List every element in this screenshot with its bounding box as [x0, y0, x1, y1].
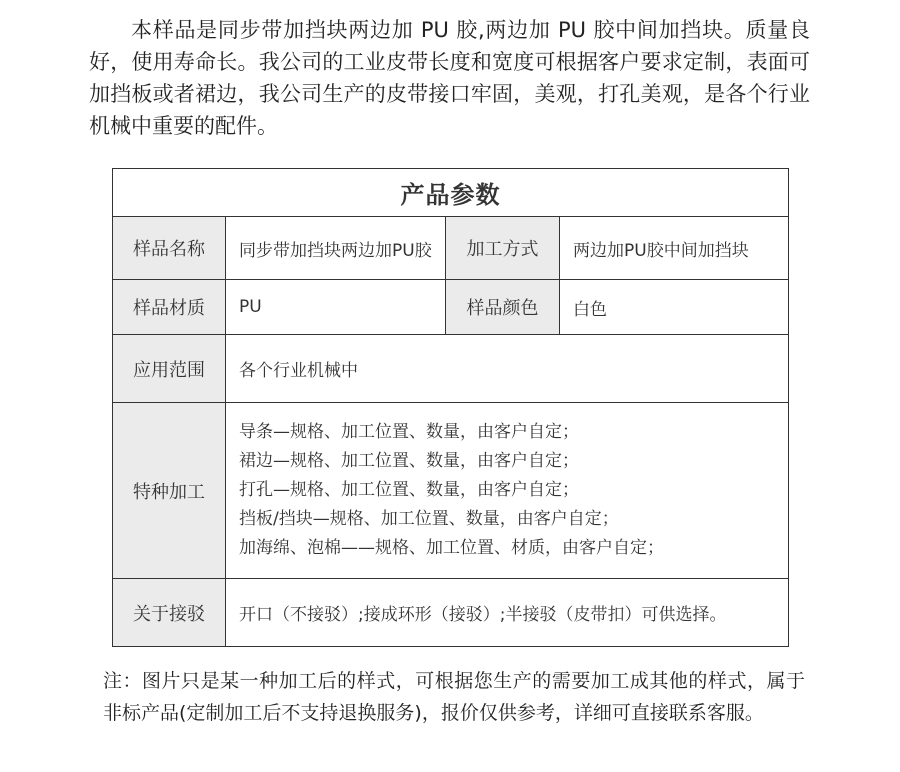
value-processing-method: 两边加PU胶中间加挡块	[560, 217, 789, 280]
label-sample-material: 样品材质	[113, 280, 226, 335]
label-joint-option: 关于接驳	[113, 579, 226, 647]
label-processing-method: 加工方式	[446, 217, 560, 280]
value-sample-material: PU	[226, 280, 446, 335]
special-processing-line: 加海绵、泡棉——规格、加工位置、材质，由客户自定；	[239, 538, 664, 558]
value-joint-option: 开口（不接驳）;接成环形（接驳）;半接驳（皮带扣）可供选择。	[226, 579, 789, 647]
special-processing-line: 打孔—规格、加工位置、数量，由客户自定；	[239, 480, 579, 500]
table-row	[113, 579, 789, 647]
table-row	[113, 280, 789, 335]
value-special-processing	[226, 403, 789, 579]
table-title-row	[113, 169, 789, 217]
value-application-scope: 各个行业机械中	[226, 335, 789, 403]
value-sample-color: 白色	[560, 280, 789, 335]
value-sample-name: 同步带加挡块两边加PU胶	[226, 217, 446, 280]
label-sample-color: 样品颜色	[446, 280, 560, 335]
note-paragraph: 注：图片只是某一种加工后的样式，可根据您生产的需要加工成其他的样式，属于非标产品(定制加工后不支持退换服务)，报价仅供参考，详细可直接联系客服。	[103, 670, 805, 724]
table-row	[113, 335, 789, 403]
product-params-table	[112, 168, 789, 647]
table-row	[113, 217, 789, 280]
special-processing-line: 导条—规格、加工位置、数量，由客户自定；	[239, 422, 579, 442]
special-processing-line: 挡板/挡块—规格、加工位置、数量，由客户自定；	[239, 509, 619, 529]
label-special-processing: 特种加工	[113, 403, 226, 579]
label-application-scope: 应用范围	[113, 335, 226, 403]
label-sample-name: 样品名称	[113, 217, 226, 280]
table-title: 产品参数	[113, 169, 789, 217]
special-processing-line: 裙边—规格、加工位置、数量，由客户自定；	[239, 451, 579, 471]
intro-paragraph: 本样品是同步带加挡块两边加 PU 胶,两边加 PU 胶中间加挡块。质量良好，使用寿命长。我公司的工业皮带长度和宽度可根据客户要求定制，表面可加挡板或者裙边，我公司生产的皮带接口牢固，美观，打孔美观，是各个行业机械中重要的配件。	[89, 18, 810, 138]
table-row	[113, 403, 789, 579]
